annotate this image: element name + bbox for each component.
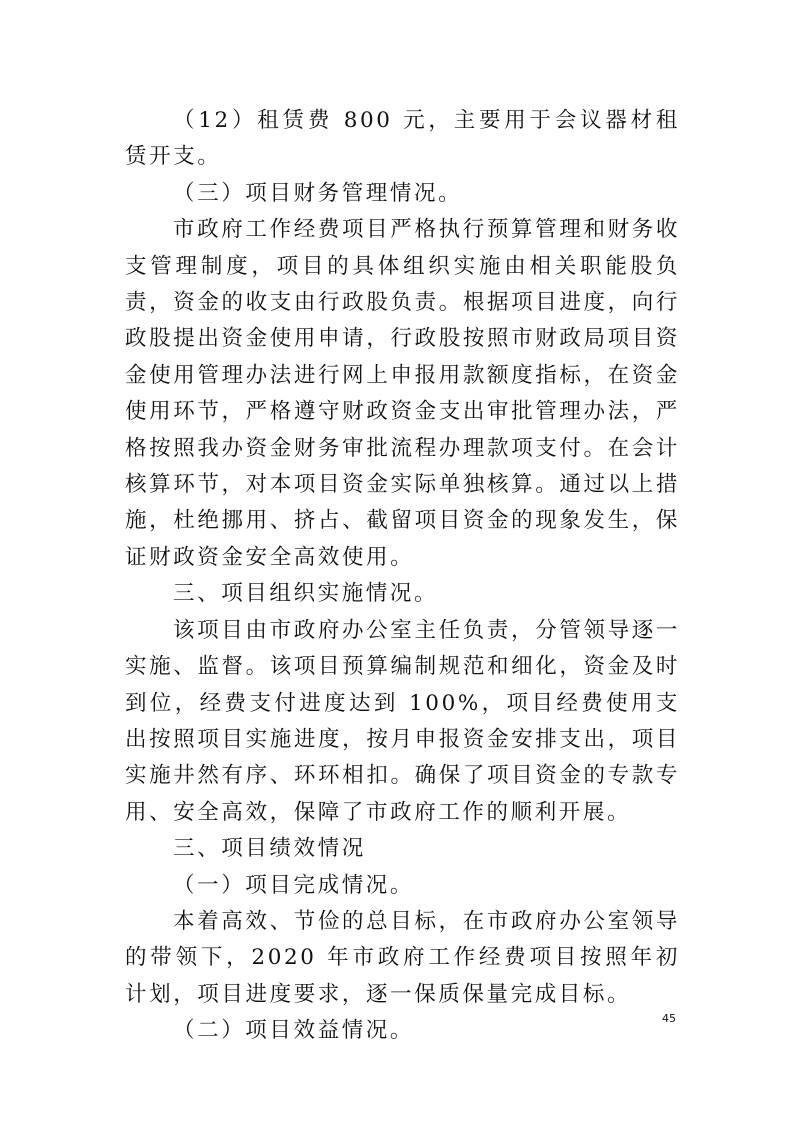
- heading-financial-management: （三）项目财务管理情况。: [173, 180, 463, 206]
- paragraph-financial-management: 市政府工作经费项目严格执行预算管理和财务收支管理制度，项目的具体组织实施由相关职能股负责，资金的收支由行政股负责。根据项目进度，向行政股提出资金使用申请，行政股按照市财政局项目资金使用管理办法进行网上申报用款额度指标，在资金使用环节，严格遵守财政资金支出审批管理办法，严格按照我办资金财务审批流程办理款项支付。在会计核算环节，对本项目资金实际单独核算。通过以上措施，杜绝挪用、挤占、截留项目资金的现象发生，保证财政资金安全高效使用。: [125, 217, 680, 570]
- heading-completion: （一）项目完成情况。: [173, 872, 415, 898]
- paragraph-organization-implementation: 该项目由市政府办公室主任负责，分管领导逐一实施、监督。该项目预算编制规范和细化，资金及时到位，经费支付进度达到 100%，项目经费使用支出按照项目实施进度，按月申报资金安排支出，项目实施井然有序、环环相扣。确保了项目资金的专款专用、安全高效，保障了市政府工作的顺利开展。: [125, 617, 680, 825]
- paragraph-completion: 本着高效、节俭的总目标，在市政府办公室领导的带领下，2020 年市政府工作经费项目按照年初计划，项目进度要求，逐一保质保量完成目标。: [125, 908, 680, 1007]
- body-text: [125, 103, 680, 1050]
- page-number: 45: [662, 1012, 676, 1025]
- heading-performance: 三、项目绩效情况: [173, 836, 366, 862]
- heading-benefits: （二）项目效益情况。: [173, 1018, 415, 1044]
- heading-organization-implementation: 三、项目组织实施情况。: [173, 581, 439, 607]
- paragraph-rental-fee: （12）租赁费 800 元，主要用于会议器材租赁开支。: [125, 108, 680, 170]
